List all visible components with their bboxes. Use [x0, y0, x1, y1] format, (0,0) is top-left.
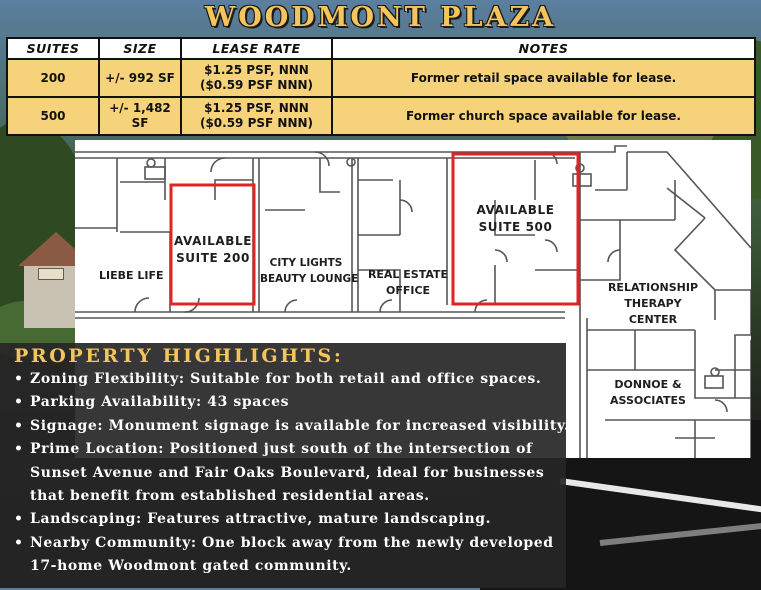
- highlight-text: Zoning Flexibility: Suitable for both retail and office spaces.: [30, 371, 542, 387]
- highlight-text: Signage: Monument signage is available for increased visibility.: [30, 417, 570, 434]
- label-relationship-therapy: [603, 280, 703, 328]
- header-notes: NOTES: [332, 38, 755, 59]
- highlight-text: Nearby Community: One block away from the newly developed: [30, 534, 554, 551]
- rate-line: $1.25 PSF, NNN: [204, 101, 309, 115]
- list-item: [14, 391, 574, 414]
- city-lights-line2: BEAUTY LOUNGE: [260, 273, 359, 285]
- cell-notes: Former retail space available for lease.: [332, 59, 755, 97]
- availability-table: [6, 37, 756, 136]
- bullet-icon: •: [14, 441, 24, 458]
- highlight-text-continued: 17-home Woodmont gated community.: [30, 558, 352, 575]
- cell-lease-rate: [181, 97, 332, 135]
- bullet-icon: •: [14, 534, 24, 551]
- label-donnoe-associates: [603, 377, 693, 409]
- label-suite-500: [473, 202, 558, 236]
- header-size: SIZE: [99, 38, 181, 59]
- label-suite-200: [173, 233, 253, 267]
- cell-lease-rate: [181, 59, 332, 97]
- cell-size: +/- 992 SF: [99, 59, 181, 97]
- relationship-line2: THERAPY: [624, 297, 682, 310]
- donnoe-line1: DONNOE &: [614, 378, 682, 391]
- highlight-text: Parking Availability: 43 spaces: [30, 394, 290, 411]
- cell-size: +/- 1,482 SF: [99, 97, 181, 135]
- relationship-line3: CENTER: [628, 313, 678, 326]
- table-row: [7, 59, 755, 97]
- list-item: [14, 415, 574, 438]
- highlight-text: Prime Location: Positioned just south of the intersection of: [30, 441, 533, 458]
- real-estate-line1: REAL ESTATE: [367, 268, 449, 281]
- header-suites: SUITES: [7, 38, 99, 59]
- list-item: [14, 532, 574, 579]
- list-item: [14, 508, 574, 531]
- gazebo-sign: [38, 268, 64, 280]
- suite-200-line2: SUITE 200: [176, 251, 250, 265]
- highlight-text-continued: Sunset Avenue and Fair Oaks Boulevard, ideal for businesses: [30, 464, 545, 481]
- suite-500-line1: AVAILABLE: [476, 203, 555, 217]
- table-header-row: [7, 38, 755, 59]
- donnoe-line2: ASSOCIATES: [610, 394, 686, 407]
- real-estate-line2: OFFICE: [385, 284, 431, 297]
- city-lights-line1: CITY LIGHTS: [269, 257, 343, 269]
- highlights-title: PROPERTY HIGHLIGHTS:: [14, 345, 344, 367]
- bullet-icon: •: [14, 371, 24, 387]
- cell-suite: 500: [7, 97, 99, 135]
- label-liebe-life: LIEBE LIFE: [99, 269, 164, 282]
- highlights-list: [14, 368, 574, 579]
- label-real-estate: [363, 267, 453, 299]
- list-item: [14, 368, 574, 391]
- suite-200-line1: AVAILABLE: [173, 234, 253, 248]
- relationship-line1: RELATIONSHIP: [607, 281, 699, 294]
- rate-line: $1.25 PSF, NNN: [204, 63, 309, 77]
- bullet-icon: •: [14, 394, 24, 411]
- rate-line: ($0.59 PSF NNN): [199, 78, 314, 92]
- bullet-icon: •: [14, 417, 24, 434]
- rate-line: ($0.59 PSF NNN): [199, 116, 314, 130]
- label-city-lights: [260, 255, 359, 287]
- table-row: [7, 97, 755, 135]
- header-lease-rate: LEASE RATE: [181, 38, 332, 59]
- bullet-icon: •: [14, 511, 24, 528]
- cell-suite: 200: [7, 59, 99, 97]
- page-title: WOODMONT PLAZA: [204, 2, 557, 33]
- cell-notes: Former church space available for lease.: [332, 97, 755, 135]
- highlight-text: Landscaping: Features attractive, mature landscaping.: [30, 511, 492, 528]
- list-item: [14, 438, 574, 508]
- highlight-text-continued: that benefit from established residential areas.: [30, 488, 430, 505]
- suite-500-line2: SUITE 500: [478, 220, 553, 234]
